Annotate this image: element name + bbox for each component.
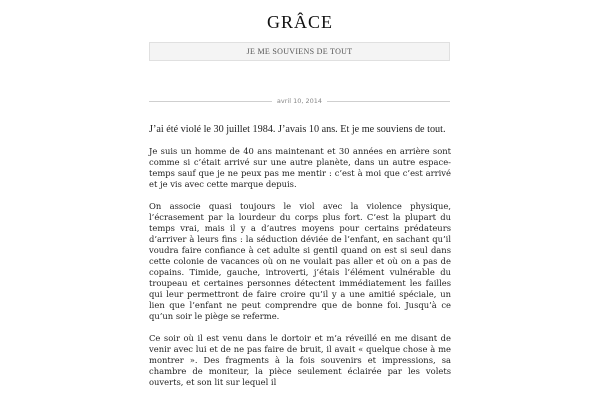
site-tagline[interactable]: JE ME SOUVIENS DE TOUT xyxy=(246,47,353,56)
post-date[interactable]: avril 10, 2014 xyxy=(276,97,323,105)
post-date-row xyxy=(149,96,450,106)
post-paragraph: J’ai été violé le 30 juillet 1984. J’avais 10 ans. Et je me souviens de tout. xyxy=(149,124,446,135)
post-content xyxy=(149,124,451,399)
site-title[interactable]: GRÂCE xyxy=(266,12,333,32)
site-tagline-bar xyxy=(149,42,450,61)
post-paragraph: On associe quasi toujours le viol avec la violence physique, l’écrasement par la lourdeur du corps plus fort. C’est la plupart du temps vrai, mais il y a d’autres moyens pour certains prédateurs d’arriver à leurs fins : la séduction déviée de l’enfant, en sachant qu’il voudra faire confiance à cet adulte si gentil quand on est si seul dans cette colonie de vacances où on ne voulait pas aller et où on a pas de copains. Timide, gauche, introverti, j’étais l’élément vulnérable du troupeau et certaines personnes détectent immédiatement les failles qui leur permettront de faire croire qu’il y a une amitié spéciale, un lien que l’enfant ne peut comprendre que de bonne foi. Jusqu’à ce qu’un soir le piège se referme. xyxy=(149,201,451,321)
date-divider-right xyxy=(327,101,450,102)
post-paragraph: Je suis un homme de 40 ans maintenant et 30 années en arrière sont comme si c’était arrivé sur une autre planète, dans un autre espace-temps sauf que je ne peux pas me mentir : c’est à moi que c’est arrivé et je vis avec cette marque depuis. xyxy=(149,146,451,189)
post-paragraph: Ce soir où il est venu dans le dortoir et m’a réveillé en me disant de venir avec lui et de ne pas faire de bruit, il avait « quelque chose à me montrer ». Des fragments à la fois souvenirs et impressions, sa chambre de moniteur, la pièce seulement éclairée par les volets ouverts, et son lit sur lequel il xyxy=(149,333,451,387)
